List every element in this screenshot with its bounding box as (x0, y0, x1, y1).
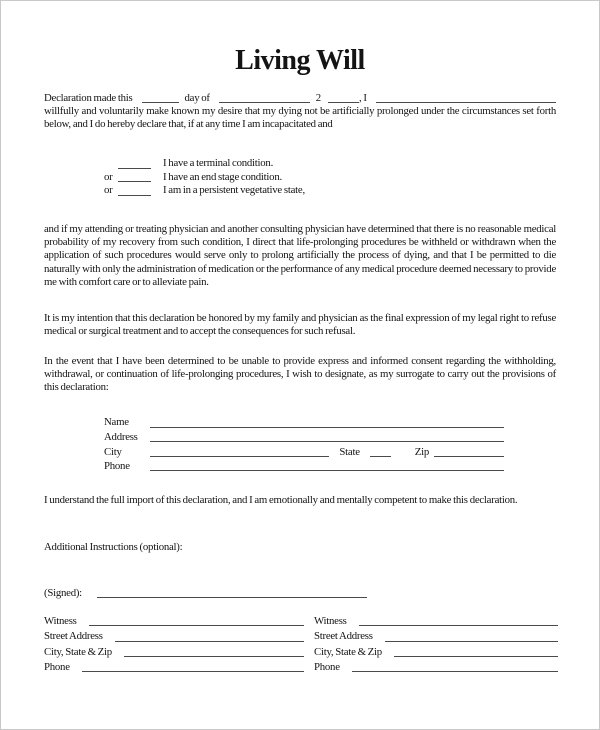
condition-row-vegetative (104, 184, 556, 198)
name-label: Name (104, 416, 129, 429)
witness-label: Witness (314, 615, 347, 628)
declaration-continuation-paragraph: willfully and voluntarily make known my desire that my dying not be artificially prolonged under the circumstances set forth below, and I do hereby declare that, if at any time I am incapacitated and (44, 105, 556, 131)
condition-text: I have an end stage condition. (163, 170, 282, 183)
witness-name-row (314, 613, 558, 628)
day-blank-line (142, 100, 179, 103)
surrogate-address-row (104, 430, 504, 445)
zip-label: Zip (414, 445, 429, 458)
city-state-zip-blank-line (124, 654, 304, 657)
declarant-intro-text: , I (358, 91, 367, 104)
state-blank-line (370, 454, 391, 457)
surrogate-name-row (104, 415, 504, 430)
witness-name-blank-line (359, 623, 558, 626)
declaration-date-line (44, 91, 556, 105)
year-prefix-text: 2 (315, 91, 321, 104)
city-state-zip-label: City, State & Zip (44, 645, 112, 658)
witness-city-state-zip-row (44, 644, 304, 659)
signed-row (44, 586, 556, 600)
directive-paragraph: and if my attending or treating physician and another consulting physician have determined that there is no reasonable medical probability of my recovery from such condition, I direct that life-prolonging procedures be withheld or withdrawn when the application of such procedures would serve only to prolong artificially the process of dying, and that I be permitted to die naturally with only the administration of medication or the performance of any medical procedure deemed necessary to provide me with comfort care or to alleviate pain. (44, 223, 556, 288)
condition-text: I have a terminal condition. (163, 157, 274, 170)
declaration-lead-text: Declaration made this (44, 91, 133, 104)
intention-paragraph: It is my intention that this declaration be honored by my family and physician as the final expression of my legal right to refuse medical or surgical treatment and to accept the consequences for such refusal. (44, 312, 556, 338)
condition-initials-blank-line (118, 179, 151, 182)
address-blank-line (150, 439, 504, 442)
surrogate-city-row (104, 444, 504, 459)
city-state-zip-label: City, State & Zip (314, 645, 382, 658)
street-address-label: Street Address (314, 630, 373, 643)
name-blank-line (150, 425, 504, 428)
condition-row-terminal (104, 157, 556, 171)
year-blank-line (328, 100, 359, 103)
surrogate-intro-paragraph: In the event that I have been determined to be unable to provide express and informed consent regarding the withholding, withdrawal, or continuation of life-prolonging procedures, I wish to designate, as my surrogate to carry out the provisions of this declaration: (44, 355, 556, 394)
phone-label: Phone (44, 660, 70, 673)
phone-blank-line (150, 468, 504, 471)
condition-initials-blank-line (118, 193, 151, 196)
or-label: or (104, 170, 113, 183)
phone-label: Phone (104, 460, 130, 473)
witness-label: Witness (44, 615, 77, 628)
witness-phone-row (44, 659, 304, 674)
street-address-label: Street Address (44, 630, 103, 643)
declarant-name-blank-line (376, 100, 556, 103)
month-blank-line (219, 100, 310, 103)
day-of-text: day of (184, 91, 210, 104)
additional-instructions-label: Additional Instructions (optional): (44, 541, 183, 553)
phone-blank-line (352, 669, 558, 672)
witness-phone-row (314, 659, 558, 674)
phone-label: Phone (314, 660, 340, 673)
witness-street-row (314, 628, 558, 643)
zip-blank-line (434, 454, 504, 457)
document-title: Living Will (235, 45, 365, 76)
conditions-list (44, 157, 556, 198)
phone-blank-line (82, 669, 304, 672)
address-label: Address (104, 430, 138, 443)
city-state-zip-blank-line (394, 654, 558, 657)
surrogate-fields (44, 415, 556, 473)
competence-paragraph: I understand the full import of this declaration, and I am emotionally and mentally competent to make this declaration. (44, 494, 518, 506)
witness-section (44, 613, 556, 674)
condition-text: I am in a persistent vegetative state, (163, 184, 305, 197)
condition-row-end-stage (104, 171, 556, 185)
surrogate-phone-row (104, 459, 504, 474)
witness-name-blank-line (89, 623, 304, 626)
witness-name-row (44, 613, 304, 628)
street-address-blank-line (115, 639, 304, 642)
state-label: State (339, 445, 360, 458)
witness-city-state-zip-row (314, 644, 558, 659)
witness-column-left (44, 613, 304, 674)
or-label: or (104, 184, 113, 197)
signed-label: (Signed): (44, 586, 82, 599)
witness-column-right (314, 613, 558, 674)
signature-blank-line (97, 595, 367, 598)
city-label: City (104, 445, 122, 458)
condition-initials-blank-line (118, 166, 151, 169)
witness-street-row (44, 628, 304, 643)
city-blank-line (150, 454, 329, 457)
street-address-blank-line (385, 639, 558, 642)
